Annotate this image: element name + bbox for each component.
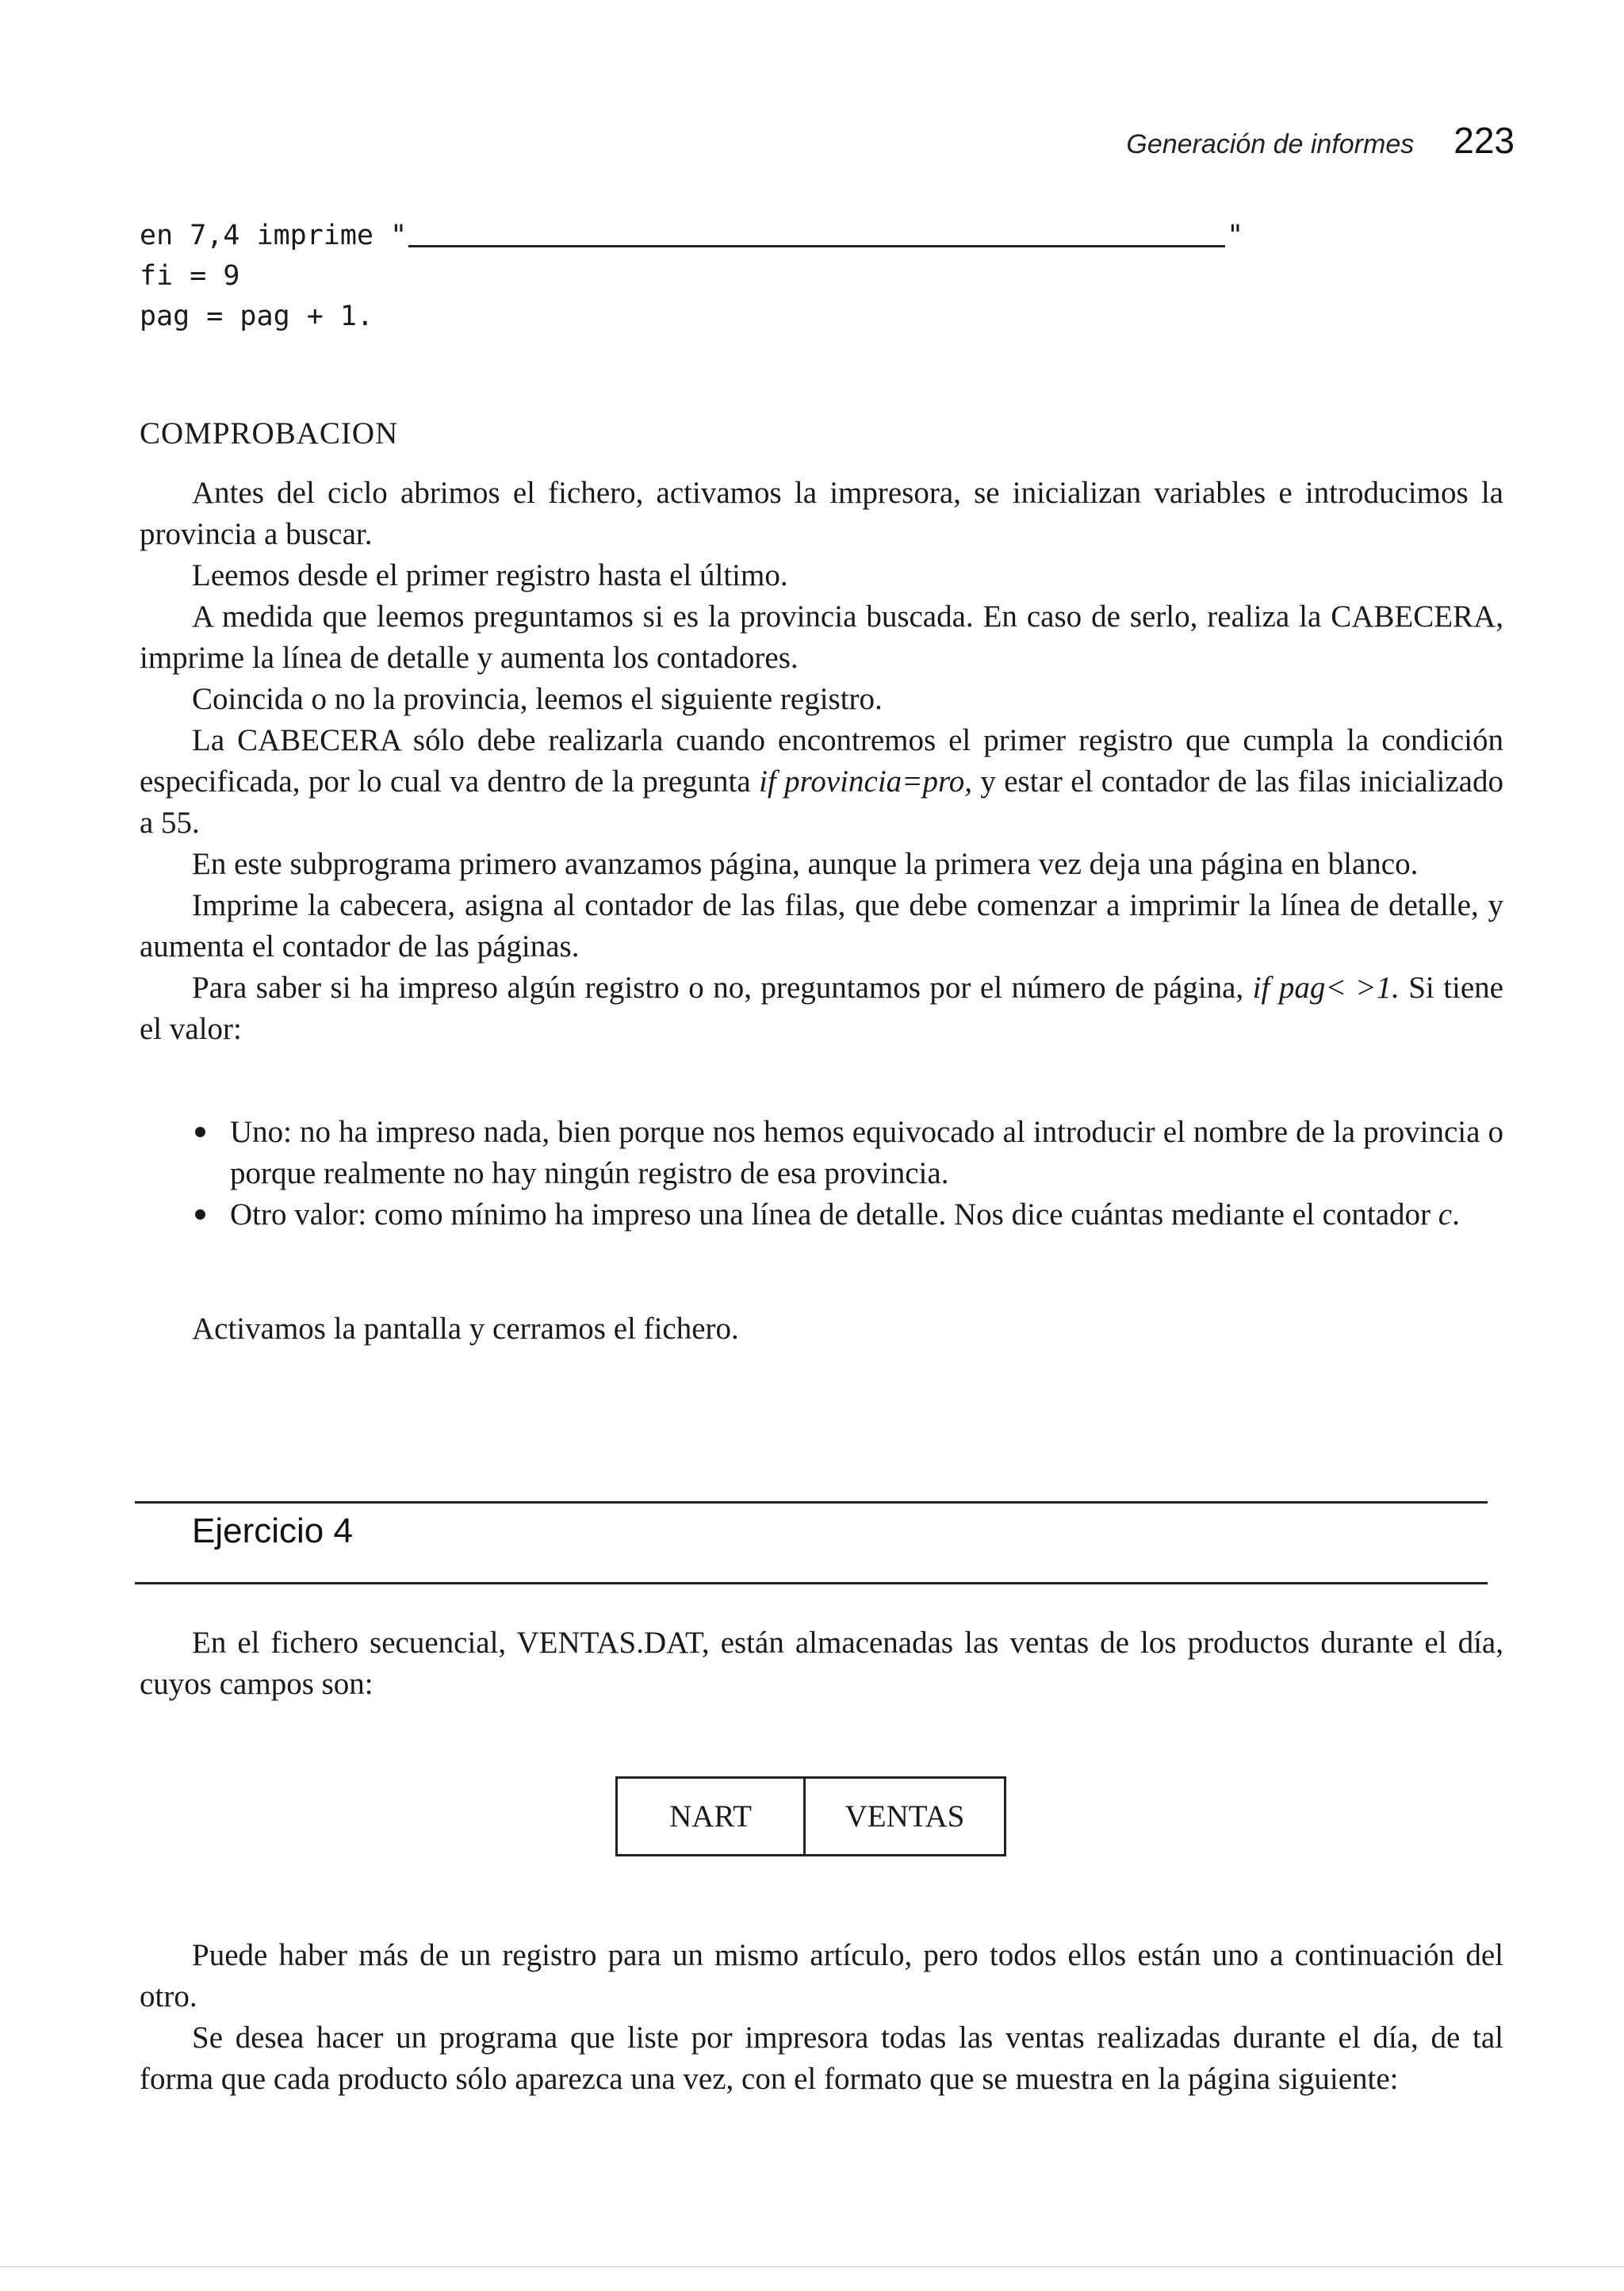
bullet-list [140, 1112, 1503, 1236]
inline-code: if pag< >1. [1252, 971, 1400, 1005]
bullet-icon [195, 1209, 205, 1220]
paragraph: Puede haber más de un registro para un mismo artículo, pero todos ellos están uno a continuación del otro. [140, 1938, 1503, 2013]
paragraph-pag: Para saber si ha impreso algún registro o no, preguntamos por el número de página, if pag< >1. Si tiene el valor: [140, 971, 1503, 1046]
code-line-1-prefix: en 7,4 imprime " [140, 220, 408, 251]
section-heading: COMPROBACION [140, 416, 399, 450]
paragraph: Se desea hacer un programa que liste por impresora todas las ventas realizadas durante el día, de tal forma que cada producto sólo aparezca una vez, con el formato que se muestra en la página siguiente: [140, 2021, 1503, 2096]
paragraph: Antes del ciclo abrimos el fichero, activamos la impresora, se inicializan variables e introducimos la provincia a buscar. [140, 476, 1503, 551]
divider-bottom [135, 1582, 1488, 1584]
paragraph: Activamos la pantalla y cerramos el fichero. [192, 1312, 739, 1346]
code-line-3: pag = pag + 1. [140, 301, 374, 332]
exercise-intro [140, 1622, 1503, 1705]
code-line-1-suffix: " [1227, 220, 1244, 251]
paragraph: Imprime la cabecera, asigna al contador de las filas, que debe comenzar a imprimir la línea de detalle, y aumenta el contador de las páginas. [140, 888, 1503, 964]
running-header [1071, 119, 1515, 174]
exercise-body [140, 1935, 1503, 2100]
comprobacion-body [140, 473, 1503, 1050]
bullet-icon [195, 1127, 205, 1137]
closing-body [140, 1308, 1503, 1350]
record-fields-table [615, 1776, 1006, 1856]
paragraph: Coincida o no la provincia, leemos el siguiente registro. [192, 682, 883, 716]
scan-edge-line [0, 2266, 1624, 2267]
field-cell-ventas: VENTAS [805, 1778, 1005, 1856]
paragraph: En el fichero secuencial, VENTAS.DAT, están almacenadas las ventas de los productos durante el día, cuyos campos son: [140, 1626, 1503, 1701]
inline-code: if provincia=pro, [759, 764, 972, 799]
page-number: 223 [1454, 120, 1515, 161]
paragraph: En este subprograma primero avanzamos página, aunque la primera vez deja una página en blanco. [192, 847, 1419, 881]
paragraph: A medida que leemos preguntamos si es la provincia buscada. En caso de serlo, realiza la CABECERA, imprime la línea de detalle y aumenta los contadores. [140, 600, 1503, 675]
paragraph: Leemos desde el primer registro hasta el último. [192, 558, 788, 592]
code-underline-rule [408, 245, 1225, 247]
list-item: Uno: no ha impreso nada, bien porque nos hemos equivocado al introducir el nombre de la provincia o porque realmente no hay ningún registro de esa provincia. [140, 1112, 1503, 1194]
paragraph-cabecera: La CABECERA sólo debe realizarla cuando encontremos el primer registro que cumpla la condición especificada, por lo cual va dentro de la pregunta if provincia=pro, y estar el contador de las filas inicializado a 55. [140, 723, 1503, 840]
running-title: Generación de informes [1126, 129, 1415, 159]
field-cell-nart: NART [617, 1778, 805, 1856]
list-item: Otro valor: como mínimo ha impreso una línea de detalle. Nos dice cuántas mediante el contador c. [140, 1194, 1503, 1236]
code-line-2: fi = 9 [140, 260, 240, 292]
code-block [140, 216, 1243, 337]
exercise-title: Ejercicio 4 [192, 1511, 353, 1550]
divider-top [135, 1501, 1488, 1504]
